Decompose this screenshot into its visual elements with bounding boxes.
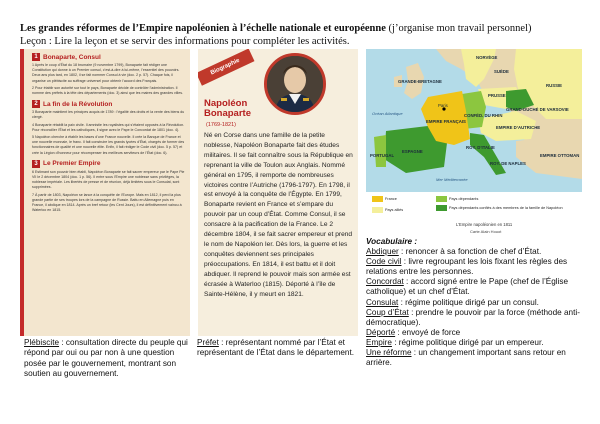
biography-text: Né en Corse dans une famille de la petite noblesse, Napoléon Bonaparte fait des études militaires. Il se fait connaître sous la République en reprenant la ville de Toulon aux Anglais. Nommé général en 1795, il remporte de nombreuses victoires contre l’Autriche (1796-1797). En 1798, il est envoyé à la conquête de l’Égypte. En 1799, Bonaparte revient en France et s’empare du pouvoir par un coup d’État. Comme Consul, il se consacre à la pacification de la France. Le 2 décembre 1804, il se fait sacrer empereur et prend le nom de Napoléon Ier. Dès lors, la guerre et les conquêtes deviennent ses principales préoccupations. En 1814, il est battu et il doit abdiquer. Il reprend le pouvoir mais son armée est écrasée à Waterloo (1815). Déporté à l’île de Sainte-Hélène, il y meurt en 1821. [204, 132, 353, 298]
vocab-item: Abdiquer : renoncer à sa fonction de chef d’État. [366, 247, 542, 257]
map-label-italie: ROY. D’ITALIE [466, 145, 495, 150]
legend-allies: Pays alliés [372, 207, 403, 213]
section-2-heading: 2 La fin de la Révolution [32, 100, 190, 108]
section-2-paragraph-3: 5 Napoléon cherche à établir les bases d’une France nouvelle. Il crée la Banque de France et une nouvelle monnaie, le franc. Il fait construire les grands lycées d’État, chargés de former des fonctionnaires de qualité et une nouvelle élite. Enfin, il fait rédiger le Code civil (doc. 5 p. 57) et crée la Légion d’honneur pour récompenser les meilleurs serviteurs de l’État (doc. 6). [32, 135, 185, 155]
lesson-page-image [20, 49, 190, 336]
map-label-prusse: PRUSSE [488, 93, 506, 98]
title-bold: Les grandes réformes de l’Empire napoléonien à l’échelle nationale et européenne [20, 23, 386, 34]
title-rest: (j’organise mon travail personnel) [385, 23, 532, 34]
vocab-item: Coup d’État : prendre le pouvoir par la force (méthode anti-démocratique). [366, 307, 580, 327]
section-3-heading: 3 Le Premier Empire [32, 160, 190, 168]
map-label-portugal: PORTUGAL [370, 153, 395, 158]
plebiscite-definition: Plébiscite : consultation directe du peuple qui répond par oui ou par non à une question posée par le gouvernement, montrant son soutien au gouvernement. [24, 338, 188, 378]
map-label-ocean: Océan Atlantique [372, 111, 403, 116]
map-svg [366, 49, 582, 192]
empire-map [366, 49, 582, 221]
section-1-heading: 1 Bonaparte, Consul [32, 53, 190, 61]
vocab-item: Une réforme : un changement important sans retour en arrière. [366, 348, 566, 368]
map-label-grand-duche: GRAND-DUCHÉ DE VARSOVIE [506, 107, 569, 112]
prefet-definition: Préfet : représentant nommé par l’État et représentant de l’État dans le département. [197, 338, 355, 358]
map-caption: L’Empire napoléonien en 1811 [456, 222, 513, 227]
lesson-instruction: Leçon : Lire la leçon et se servir des informations pour compléter les activités. [20, 36, 350, 47]
map-label-espagne: ESPAGNE [402, 149, 423, 154]
map-label-grande-bretagne: GRANDE-BRETAGNE [398, 79, 442, 84]
map-label-empire-francais: EMPIRE FRANÇAIS [426, 119, 466, 124]
map-label-russie: RUSSIE [546, 83, 562, 88]
legend-france: France [372, 196, 397, 202]
legend-membres: Pays dépendants confiés à des membres de la famille de Napoléon [436, 205, 576, 211]
napoleon-portrait [264, 53, 326, 115]
vocab-item: Déporté : envoyé de force [366, 327, 461, 337]
document-title [20, 22, 590, 35]
biography-name: Napoléon Bonaparte [204, 98, 251, 119]
biography-dates: (1769-1821) [206, 122, 236, 128]
map-label-suede: SUÈDE [494, 69, 509, 74]
map-credit: Carte Alain Houot [470, 229, 502, 234]
section-3-paragraph-2: 7 À partir de 1803, Napoléon se lance à la conquête de l’Europe. Mais en 1812, il perd la plus grande partie de ses troupes lors de la campagne de Russie. Battu en Allemagne puis en France, il abdique en 1814. Après un bref retour (les Cent Jours), il est définitivement vaincu à Waterloo en 1815. [32, 192, 182, 213]
map-label-mer: Mer Méditerranée [436, 177, 468, 182]
map-label-naples: ROY. DE NAPLES [490, 161, 526, 166]
section-1-paragraph-2: 2 Pour établir son autorité sur tout le pays, Bonaparte décide de contrôler l’administration. Il nomme des préfets à la tête des départements (doc. 3) ainsi que les maires des grandes villes. [32, 85, 184, 96]
map-label-ottoman: EMPIRE OTTOMAN [540, 153, 580, 158]
map-legend [366, 192, 582, 221]
biography-tag: Biographie [198, 49, 254, 86]
biography-page-image [198, 49, 358, 336]
section-2-paragraph-2: 4 Bonaparte rétablit la paix civile. Il amnistie les royalistes qui s’étaient opposés à la Révolution. Pour réconcilier l’État et les catholiques, il signe avec le Pape le Concordat de 1801 (doc. 4). [32, 122, 185, 132]
vocab-item: Concordat : accord signé entre le Pape (chef de l’Église catholique) et un chef d’État. [366, 277, 569, 297]
map-label-paris: Paris [438, 103, 448, 108]
vocab-item: Empire : régime politique dirigé par un empereur. [366, 337, 544, 347]
map-label-autriche: EMPIRE D’AUTRICHE [496, 125, 541, 130]
section-1-paragraph-1: 1 Après le coup d’État du 18 brumaire (9 novembre 1799), Bonaparte fait rédiger une Constitution qui donne à un Premier consul, c’est-à-dire à lui-même, l’essentiel des pouvoirs. Deux ans plus tard, en 1802, il se fait nommer Consul à vie (doc. 2 p. 57). Chaque fois, il organise un plébiscite au suffrage universel pour obtenir l’accord des Français. [32, 63, 180, 83]
map-portugal [374, 135, 386, 167]
section-2-paragraph-1: 3 Bonaparte maintient les principes acquis de 1789 : l’égalité des droits et la vente des biens du clergé. [32, 110, 185, 120]
map-label-norvege: NORVÈGE [476, 55, 498, 60]
vocabulary-title: Vocabulaire : [366, 237, 418, 246]
vocabulary-box [366, 237, 591, 368]
map-label-confed: CONFÉD. DU RHIN [464, 113, 503, 118]
legend-dependants: Pays dépendants [436, 196, 478, 202]
section-3-paragraph-1: 6 Estimant son pouvoir bien établi, Napoléon Bonaparte se fait sacrer empereur par le Pape Pie VII le 2 décembre 1804 (doc. 1 p. 56). Il entre sous l’Empire une noblesse sans privilèges, la noblesse impériale. Les libertés de presse et de réunion, déjà limitées sous le Consulat, sont supprimées. [32, 169, 185, 190]
vocab-item: Consulat : régime politique dirigé par un consul. [366, 297, 539, 307]
vocab-item: Code civil : livre regroupant les lois fixant les règles des relations entre les personnes. [366, 257, 568, 277]
